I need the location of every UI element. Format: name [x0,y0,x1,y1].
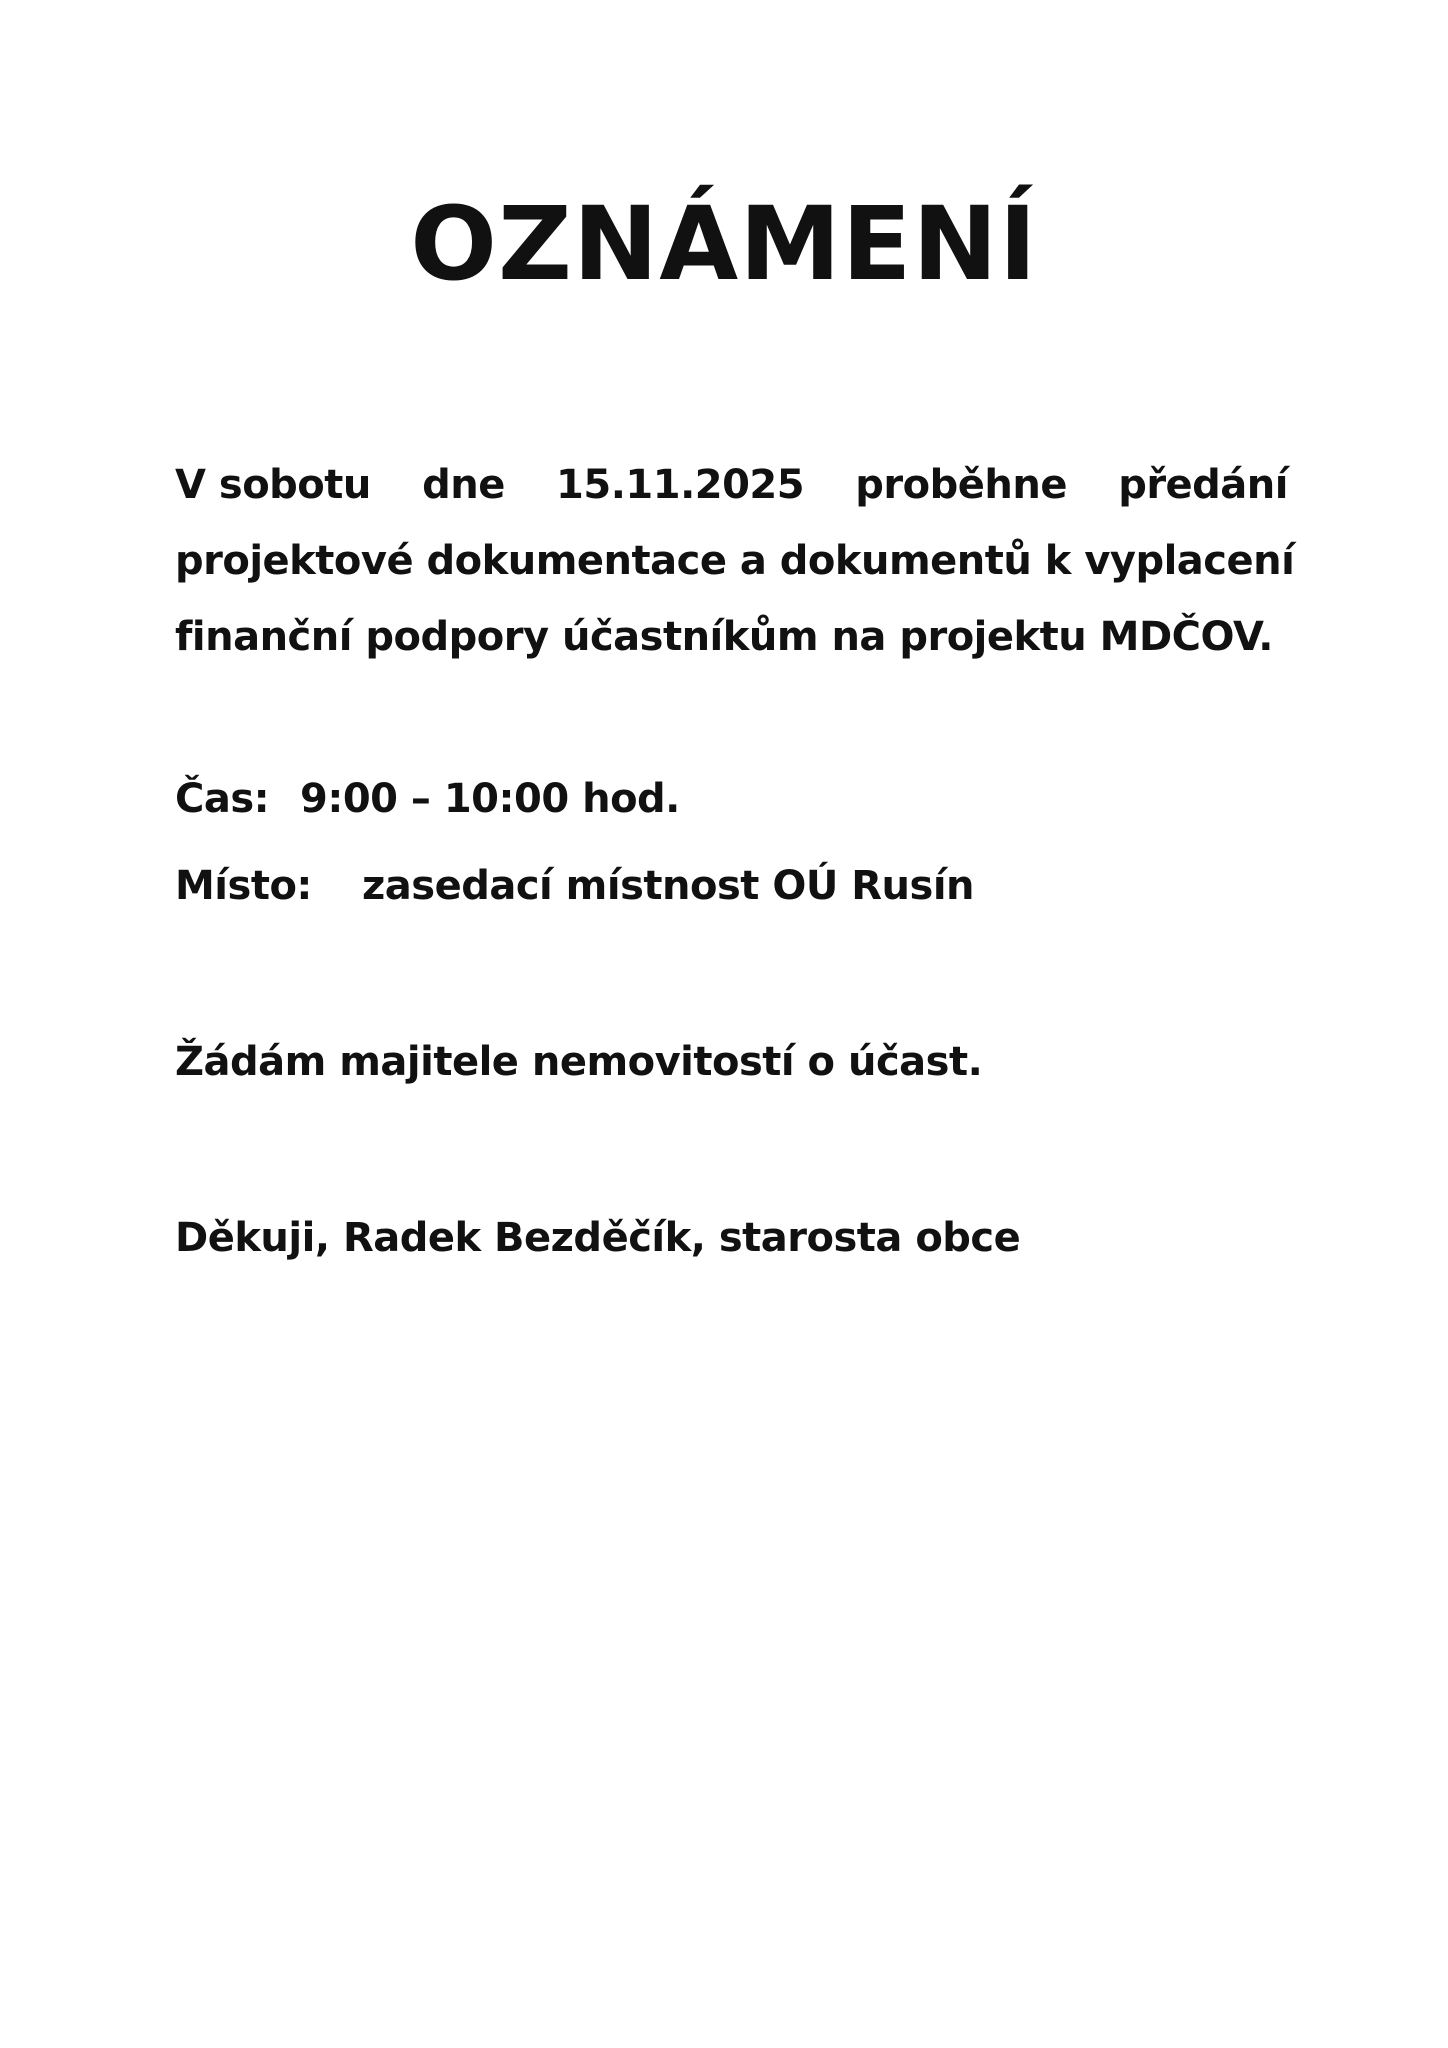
place-label: Místo: [175,863,312,909]
paragraph-line-1 [175,447,1288,523]
paragraph-line-3: finanční podpory účastníkům na projektu MDČOV. [175,614,1273,660]
document-title: OZNÁMENÍ [410,185,1038,304]
announcement-paragraph [175,447,1295,675]
time-row [175,771,680,827]
time-label: Čas: [175,776,270,822]
request-text: Žádám majitele nemovitostí o účast. [175,1039,983,1085]
paragraph-word: 15.11.2025 [556,462,805,508]
closing-signature: Děkuji, Radek Bezděčík, starosta obce [175,1215,1021,1261]
paragraph-line-2: projektové dokumentace a dokumentů k vyplacení [175,538,1295,584]
paragraph-word: proběhne [855,462,1067,508]
paragraph-word: dne [422,462,505,508]
time-value: 9:00 – 10:00 hod. [300,776,680,822]
paragraph-word: V sobotu [175,462,371,508]
place-row [175,858,974,914]
place-value: zasedací místnost OÚ Rusín [362,863,974,909]
paragraph-word: předání [1118,462,1288,508]
